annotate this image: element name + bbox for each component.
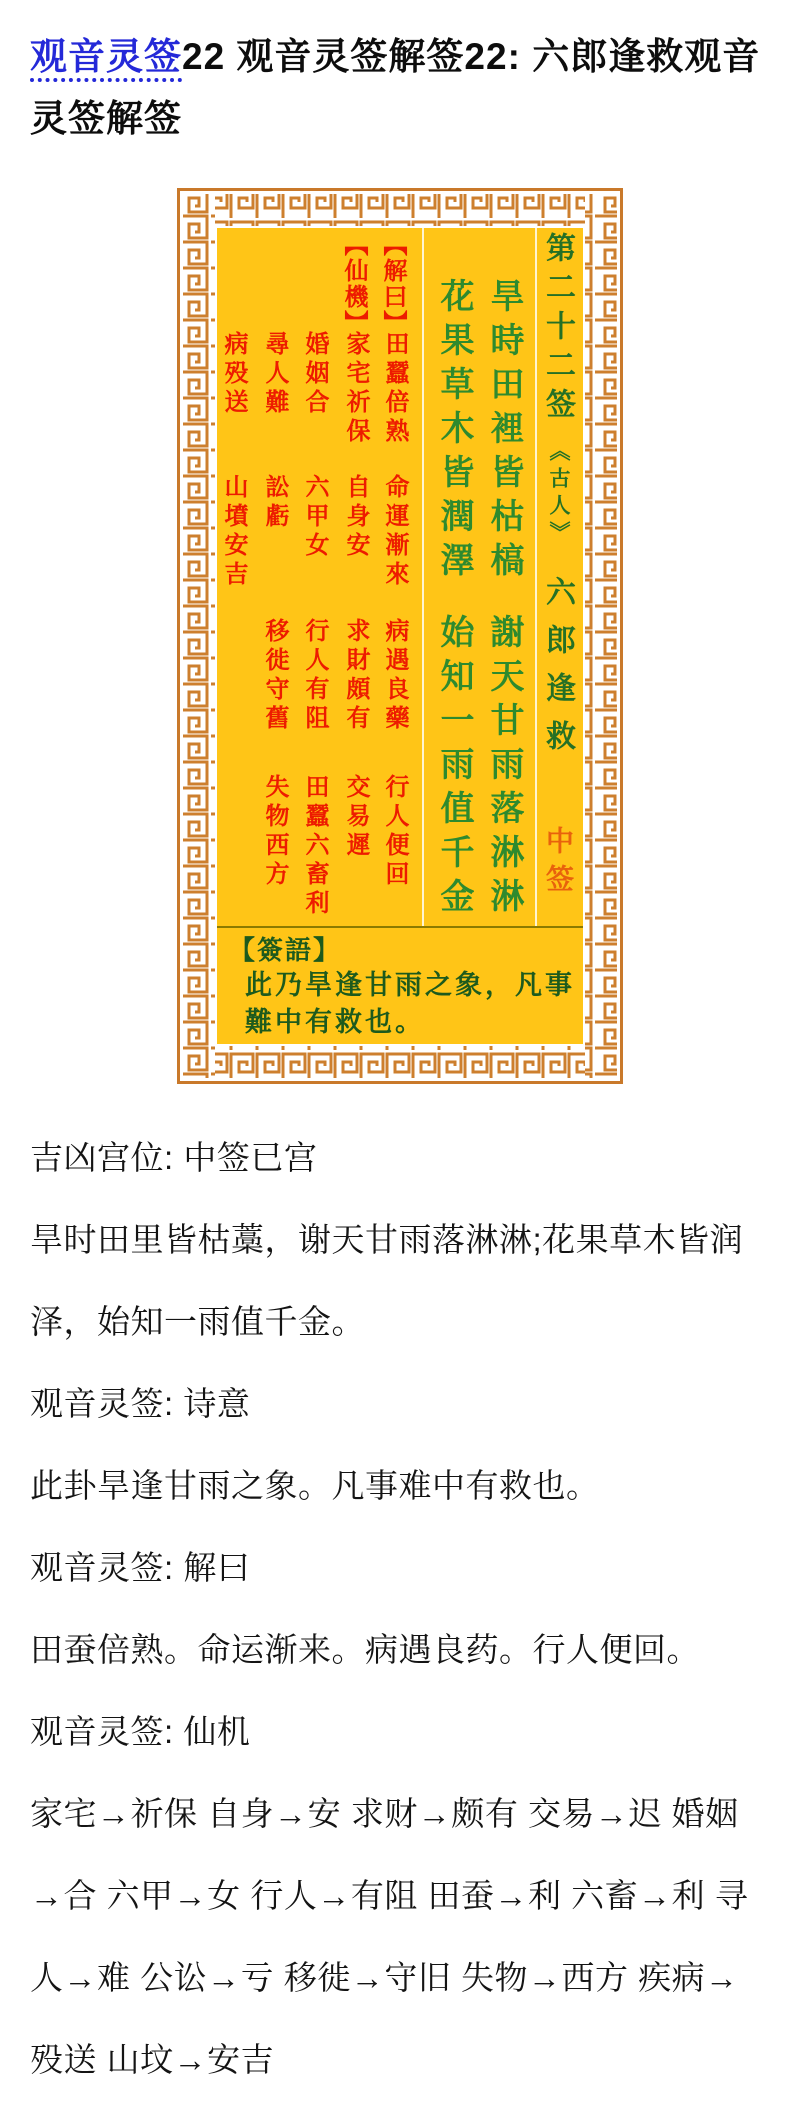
xianji-item: 山墳安吉 — [220, 474, 247, 590]
divider-qianyu — [217, 926, 583, 928]
subheading-xianji: 观音灵签: 仙机 — [30, 1713, 251, 1750]
article-body — [30, 1117, 770, 2101]
xianji-item: 田蠶六畜利 — [301, 774, 328, 919]
xianji-item: 六甲女 — [301, 474, 328, 561]
jieyue-header: 【解曰】 — [379, 232, 406, 336]
palace-position-line: 吉凶宫位: 中签已宫 — [30, 1139, 318, 1176]
poem-line-3: 謝天甘雨落淋淋 — [485, 614, 523, 922]
jieyue-item: 病遇良藥 — [381, 618, 408, 734]
qianyu-header: 【簽語】 — [229, 935, 342, 965]
poem-line-4: 始知一雨值千金 — [435, 614, 473, 922]
xianji-text: 家宅→祈保 自身→安 求财→颇有 交易→迟 婚姻→合 六甲→女 行人→有阻 田蚕→利 六畜→利 寻人→难 公讼→亏 移徙→守旧 失物→西方 疾病→殁送 山坟→安吉 — [30, 1795, 749, 2078]
grade-badge: 中签 — [543, 826, 574, 902]
xianji-header: 【仙機】 — [340, 232, 367, 336]
shiyi-text: 此卦旱逢甘雨之象。凡事难中有救也。 — [30, 1467, 600, 1504]
xianji-item: 家宅祈保 — [342, 331, 369, 447]
qianyu-section — [221, 930, 579, 1041]
jieyue-item: 行人便回 — [381, 774, 408, 890]
xianji-item: 婚姻合 — [301, 331, 328, 418]
xianji-item: 求財頗有 — [342, 618, 369, 734]
xianji-item: 自身安 — [342, 474, 369, 561]
card-interior — [217, 228, 583, 1044]
xianji-item: 交易遲 — [342, 774, 369, 861]
page-title-text: 22 观音灵签解签22: 六郎逢救观音灵签解签 — [30, 36, 761, 139]
xianji-item: 失物西方 — [261, 774, 288, 890]
poem-line-1: 旱時田裡皆枯槁 — [485, 278, 523, 586]
subheading-jieyue: 观音灵签: 解曰 — [30, 1549, 251, 1586]
guren-name: 六郎逢救 — [541, 576, 574, 768]
xianji-item: 病殁送 — [220, 331, 247, 418]
divider-poem-sign — [535, 228, 537, 926]
xianji-item: 尋人難 — [261, 331, 288, 418]
sign-number: 第二十二签 — [541, 232, 574, 427]
xianji-item: 行人有阻 — [301, 618, 328, 734]
jieyue-text: 田蚕倍熟。命运渐来。病遇良药。行人便回。 — [30, 1631, 700, 1668]
jieyue-item: 命運漸來 — [381, 474, 408, 590]
poem-line-2: 花果草木皆潤澤 — [435, 278, 473, 586]
divider-red-poem — [422, 228, 424, 926]
guanyin-lingqian-link[interactable]: 观音灵签 — [30, 36, 182, 82]
xianji-item: 訟虧 — [261, 474, 288, 532]
qianyu-line: 難中有救也。 — [245, 1007, 425, 1037]
page-title — [30, 26, 770, 150]
jieyue-item: 田蠶倍熟 — [381, 331, 408, 447]
guren-label: 《古人》 — [547, 440, 570, 548]
qianyu-line: 此乃旱逢甘雨之象，凡事 — [245, 970, 575, 1000]
subheading-shiyi: 观音灵签: 诗意 — [30, 1385, 251, 1422]
fortune-card — [177, 188, 623, 1084]
xianji-item: 移徙守舊 — [261, 618, 288, 734]
poem-simplified-line: 旱时田里皆枯藁，谢天甘雨落淋淋;花果草木皆润泽，始知一雨值千金。 — [30, 1221, 744, 1340]
